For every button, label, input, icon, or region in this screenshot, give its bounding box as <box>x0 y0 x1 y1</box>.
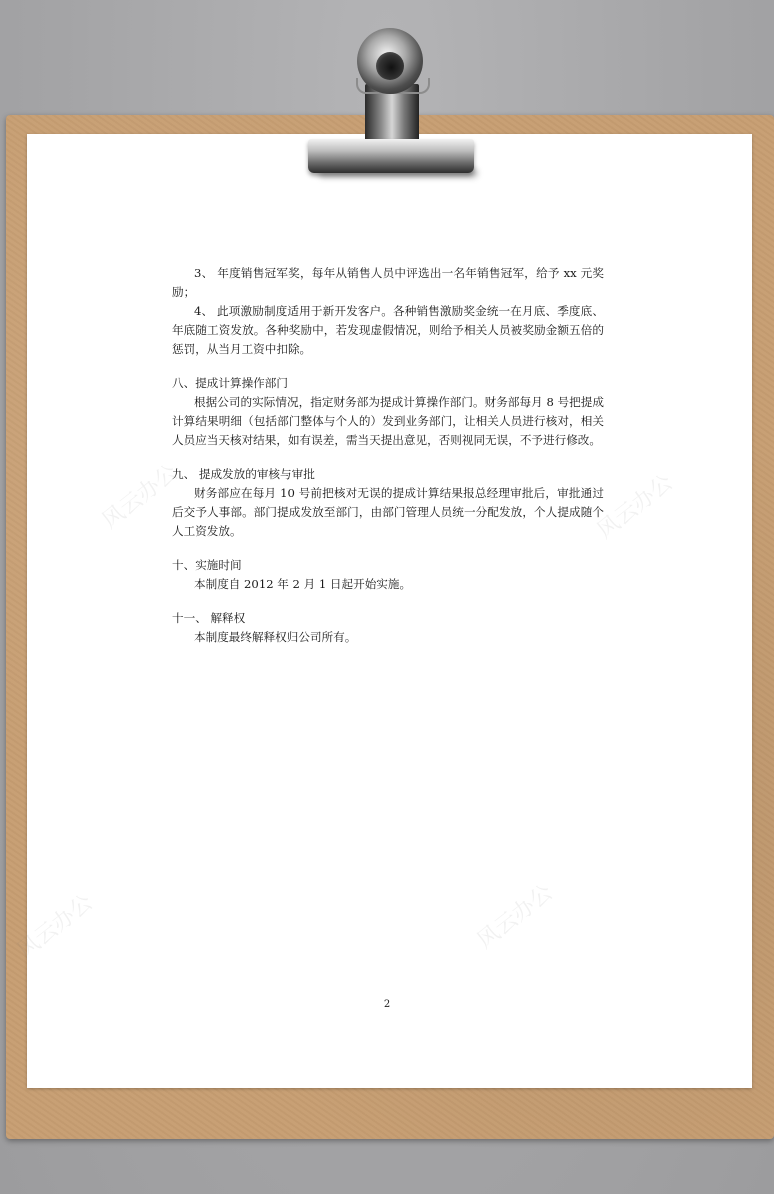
watermark-4: 风云办公 <box>472 880 558 955</box>
page-number: 2 <box>383 999 391 1010</box>
document-body <box>172 264 604 647</box>
section-heading-11: 十一、 解释权 <box>172 611 246 625</box>
paragraph-section-9: 财务部应在每月 10 号前把核对无误的提成计算结果报总经理审批后，审批通过后交予人事部。部门提成发放至部门，由部门管理人员统一分配发放，个人提成随个人工资发放。 <box>172 486 604 538</box>
paragraph-section-10: 本制度自 2012 年 2 月 1 日起开始实施。 <box>194 577 412 591</box>
paragraph-award-3: 3、 年度销售冠军奖，每年从销售人员中评选出一名年销售冠军，给予 xx 元奖励； <box>172 266 604 299</box>
section-heading-10: 十、实施时间 <box>172 558 242 572</box>
watermark-3: 风云办公 <box>12 890 98 965</box>
paragraph-section-11: 本制度最终解释权归公司所有。 <box>194 630 357 644</box>
section-heading-8: 八、提成计算操作部门 <box>172 376 288 390</box>
watermark-1: 风云办公 <box>97 460 183 535</box>
paragraph-section-8: 根据公司的实际情况，指定财务部为提成计算操作部门。财务部每月 8 号把提成计算结果明细（包括部门整体与个人的）发到业务部门，让相关人员进行核对，相关人员应当天核对结果，如有误差，需当天提出意见，否则视同无误，不予进行修改。 <box>172 395 604 447</box>
watermark-2: 风云办公 <box>592 470 678 545</box>
paragraph-award-4: 4、 此项激励制度适用于新开发客户。各种销售激励奖金统一在月底、季度底、年底随工资发放。各种奖励中，若发现虚假情况，则给予相关人员被奖励金额五倍的惩罚，从当月工资中扣除。 <box>172 304 604 356</box>
section-heading-9: 九、 提成发放的审核与审批 <box>172 467 315 481</box>
